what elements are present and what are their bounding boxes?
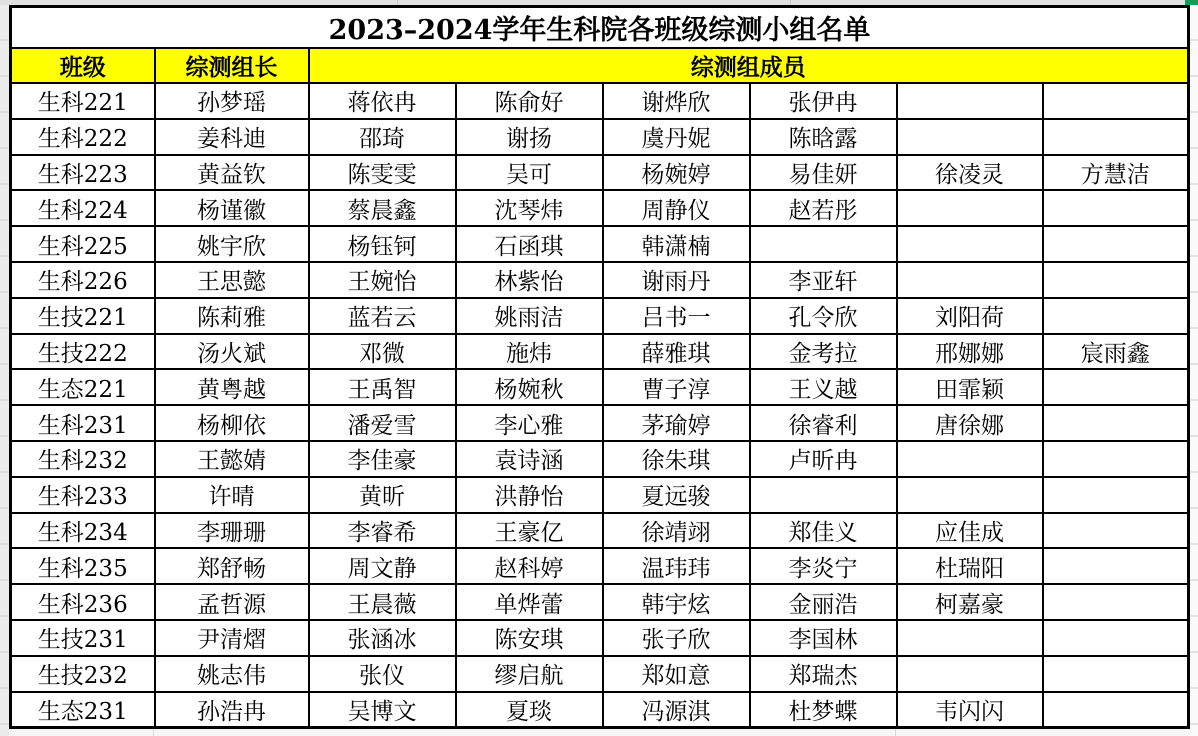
table-row [11, 441, 1189, 477]
table-row [11, 369, 1189, 405]
table-row [11, 692, 1189, 728]
member-cell[interactable]: 郑瑞杰 [750, 656, 897, 692]
class-cell[interactable]: 生态231 [11, 692, 155, 728]
member-cell[interactable]: 赵若彤 [750, 190, 897, 226]
member-cell[interactable]: 王义越 [750, 369, 897, 405]
table-row [11, 262, 1189, 298]
member-cell[interactable] [1043, 692, 1189, 728]
leader-cell[interactable]: 黄粤越 [155, 369, 309, 405]
header-members[interactable]: 综测组成员 [309, 48, 1189, 83]
member-cell[interactable]: 袁诗涵 [456, 441, 603, 477]
member-cell[interactable]: 冯源淇 [603, 692, 750, 728]
member-cell[interactable]: 郑如意 [603, 656, 750, 692]
member-cell[interactable]: 陈俞好 [456, 83, 603, 119]
table-row [11, 477, 1189, 513]
member-cell[interactable] [1043, 656, 1189, 692]
member-cell[interactable]: 杨钰钶 [309, 226, 456, 262]
member-cell[interactable]: 韩宇炫 [603, 584, 750, 620]
member-cell[interactable]: 张仪 [309, 656, 456, 692]
member-cell[interactable]: 王婉怡 [309, 262, 456, 298]
member-cell[interactable]: 刘阳荷 [897, 298, 1043, 334]
member-cell[interactable]: 韩潇楠 [603, 226, 750, 262]
class-cell[interactable]: 生技231 [11, 620, 155, 656]
class-cell[interactable]: 生技221 [11, 298, 155, 334]
member-cell[interactable]: 沈琴炜 [456, 190, 603, 226]
member-cell[interactable] [1043, 83, 1189, 119]
table-row [11, 190, 1189, 226]
class-cell[interactable]: 生科236 [11, 584, 155, 620]
table-row [11, 155, 1189, 191]
member-cell[interactable] [897, 620, 1043, 656]
member-cell[interactable]: 蒋依冉 [309, 83, 456, 119]
member-cell[interactable] [1043, 262, 1189, 298]
class-cell[interactable]: 生技232 [11, 656, 155, 692]
leader-cell[interactable]: 陈莉雅 [155, 298, 309, 334]
member-cell[interactable]: 单烨蕾 [456, 584, 603, 620]
class-cell[interactable]: 生科231 [11, 405, 155, 441]
leader-cell[interactable]: 孙浩冉 [155, 692, 309, 728]
leader-cell[interactable]: 杨谨徽 [155, 190, 309, 226]
member-cell[interactable]: 姚雨洁 [456, 298, 603, 334]
member-cell[interactable]: 吴可 [456, 155, 603, 191]
member-cell[interactable] [897, 477, 1043, 513]
member-cell[interactable]: 吴博文 [309, 692, 456, 728]
table-row [11, 83, 1189, 119]
member-cell[interactable]: 周文静 [309, 548, 456, 584]
member-cell[interactable]: 郑佳义 [750, 513, 897, 549]
member-cell[interactable] [897, 119, 1043, 155]
member-cell[interactable] [897, 441, 1043, 477]
member-cell[interactable]: 王豪亿 [456, 513, 603, 549]
member-cell[interactable]: 潘爱雪 [309, 405, 456, 441]
leader-cell[interactable]: 尹清熠 [155, 620, 309, 656]
member-cell[interactable]: 薛雅琪 [603, 334, 750, 370]
member-cell[interactable]: 李心雅 [456, 405, 603, 441]
member-cell[interactable]: 虞丹妮 [603, 119, 750, 155]
member-cell[interactable] [1043, 548, 1189, 584]
member-cell[interactable] [1043, 298, 1189, 334]
member-cell[interactable] [1043, 441, 1189, 477]
class-cell[interactable]: 生科232 [11, 441, 155, 477]
class-cell[interactable]: 生科234 [11, 513, 155, 549]
leader-cell[interactable]: 杨柳依 [155, 405, 309, 441]
leader-cell[interactable]: 黄益钦 [155, 155, 309, 191]
class-cell[interactable]: 生科235 [11, 548, 155, 584]
member-cell[interactable] [1043, 226, 1189, 262]
leader-cell[interactable]: 姚宇欣 [155, 226, 309, 262]
member-cell[interactable]: 夏琰 [456, 692, 603, 728]
member-cell[interactable] [897, 656, 1043, 692]
leader-cell[interactable]: 孙梦瑶 [155, 83, 309, 119]
member-cell[interactable]: 张伊冉 [750, 83, 897, 119]
member-cell[interactable] [897, 190, 1043, 226]
member-cell[interactable]: 柯嘉豪 [897, 584, 1043, 620]
member-cell[interactable]: 施炜 [456, 334, 603, 370]
member-cell[interactable]: 金考拉 [750, 334, 897, 370]
table-row [11, 334, 1189, 370]
class-cell[interactable]: 生技222 [11, 334, 155, 370]
member-cell[interactable]: 蔡晨鑫 [309, 190, 456, 226]
member-cell[interactable]: 李国林 [750, 620, 897, 656]
leader-cell[interactable]: 许晴 [155, 477, 309, 513]
table-row [11, 548, 1189, 584]
member-cell[interactable]: 易佳妍 [750, 155, 897, 191]
member-cell[interactable]: 应佳成 [897, 513, 1043, 549]
leader-cell[interactable]: 汤火斌 [155, 334, 309, 370]
member-cell[interactable]: 陈雯雯 [309, 155, 456, 191]
class-cell[interactable]: 生科222 [11, 119, 155, 155]
table-row [11, 298, 1189, 334]
class-cell[interactable]: 生科224 [11, 190, 155, 226]
member-cell[interactable]: 陈安琪 [456, 620, 603, 656]
member-cell[interactable]: 洪静怡 [456, 477, 603, 513]
member-cell[interactable]: 李佳豪 [309, 441, 456, 477]
member-cell[interactable] [1043, 620, 1189, 656]
member-cell[interactable]: 陈晗露 [750, 119, 897, 155]
member-cell[interactable]: 杜梦蝶 [750, 692, 897, 728]
title-row [11, 7, 1189, 49]
member-cell[interactable]: 邢娜娜 [897, 334, 1043, 370]
roster-table [9, 5, 1190, 729]
member-cell[interactable]: 张子欣 [603, 620, 750, 656]
member-cell[interactable]: 谢烨欣 [603, 83, 750, 119]
leader-cell[interactable]: 郑舒畅 [155, 548, 309, 584]
member-cell[interactable]: 吕书一 [603, 298, 750, 334]
member-cell[interactable]: 王晨薇 [309, 584, 456, 620]
table-title: 2023–2024学年生科院各班级综测小组名单 [11, 7, 1189, 49]
member-cell[interactable]: 王禹智 [309, 369, 456, 405]
table-row [11, 513, 1189, 549]
member-cell[interactable]: 曹子淳 [603, 369, 750, 405]
member-cell[interactable]: 黄昕 [309, 477, 456, 513]
member-cell[interactable]: 徐凌灵 [897, 155, 1043, 191]
header-leader[interactable]: 综测组长 [155, 48, 309, 83]
member-cell[interactable]: 谢雨丹 [603, 262, 750, 298]
leader-cell[interactable]: 孟哲源 [155, 584, 309, 620]
member-cell[interactable]: 夏远骏 [603, 477, 750, 513]
member-cell[interactable]: 金丽浩 [750, 584, 897, 620]
member-cell[interactable] [1043, 405, 1189, 441]
member-cell[interactable]: 宸雨鑫 [1043, 334, 1189, 370]
table-row [11, 656, 1189, 692]
leader-cell[interactable]: 姚志伟 [155, 656, 309, 692]
header-row [11, 48, 1189, 83]
member-cell[interactable] [1043, 584, 1189, 620]
member-cell[interactable]: 韦闪闪 [897, 692, 1043, 728]
member-cell[interactable]: 徐朱琪 [603, 441, 750, 477]
member-cell[interactable]: 田霏颖 [897, 369, 1043, 405]
member-cell[interactable]: 唐徐娜 [897, 405, 1043, 441]
member-cell[interactable]: 缪启航 [456, 656, 603, 692]
member-cell[interactable]: 谢扬 [456, 119, 603, 155]
member-cell[interactable]: 石函琪 [456, 226, 603, 262]
class-cell[interactable]: 生科221 [11, 83, 155, 119]
spreadsheet-left-margin [0, 5, 9, 736]
member-cell[interactable]: 邵琦 [309, 119, 456, 155]
member-cell[interactable] [897, 226, 1043, 262]
member-cell[interactable]: 孔令欣 [750, 298, 897, 334]
member-cell[interactable] [1043, 190, 1189, 226]
member-cell[interactable] [1043, 119, 1189, 155]
table-row [11, 226, 1189, 262]
member-cell[interactable]: 李睿希 [309, 513, 456, 549]
leader-cell[interactable]: 李珊珊 [155, 513, 309, 549]
member-cell[interactable]: 徐睿利 [750, 405, 897, 441]
leader-cell[interactable]: 王懿婧 [155, 441, 309, 477]
member-cell[interactable]: 林紫怡 [456, 262, 603, 298]
class-cell[interactable]: 生科226 [11, 262, 155, 298]
leader-cell[interactable]: 王思懿 [155, 262, 309, 298]
table-row [11, 584, 1189, 620]
member-cell[interactable]: 茅瑜婷 [603, 405, 750, 441]
member-cell[interactable] [1043, 513, 1189, 549]
member-cell[interactable]: 邓微 [309, 334, 456, 370]
member-cell[interactable]: 卢昕冉 [750, 441, 897, 477]
member-cell[interactable]: 李亚轩 [750, 262, 897, 298]
member-cell[interactable]: 徐靖翊 [603, 513, 750, 549]
member-cell[interactable] [1043, 477, 1189, 513]
member-cell[interactable] [897, 262, 1043, 298]
class-cell[interactable]: 生态221 [11, 369, 155, 405]
class-cell[interactable]: 生科225 [11, 226, 155, 262]
member-cell[interactable] [750, 226, 897, 262]
member-cell[interactable]: 杨婉秋 [456, 369, 603, 405]
member-cell[interactable]: 温玮玮 [603, 548, 750, 584]
table-row [11, 405, 1189, 441]
member-cell[interactable]: 李炎宁 [750, 548, 897, 584]
class-cell[interactable]: 生科233 [11, 477, 155, 513]
table-row [11, 119, 1189, 155]
member-cell[interactable]: 杜瑞阳 [897, 548, 1043, 584]
member-cell[interactable] [1043, 369, 1189, 405]
member-cell[interactable]: 赵科婷 [456, 548, 603, 584]
leader-cell[interactable]: 姜科迪 [155, 119, 309, 155]
member-cell[interactable]: 张涵冰 [309, 620, 456, 656]
member-cell[interactable]: 方慧洁 [1043, 155, 1189, 191]
member-cell[interactable]: 蓝若云 [309, 298, 456, 334]
table-body [11, 83, 1189, 727]
member-cell[interactable] [750, 477, 897, 513]
header-class[interactable]: 班级 [11, 48, 155, 83]
member-cell[interactable]: 周静仪 [603, 190, 750, 226]
table-row [11, 620, 1189, 656]
member-cell[interactable]: 杨婉婷 [603, 155, 750, 191]
class-cell[interactable]: 生科223 [11, 155, 155, 191]
member-cell[interactable] [897, 83, 1043, 119]
